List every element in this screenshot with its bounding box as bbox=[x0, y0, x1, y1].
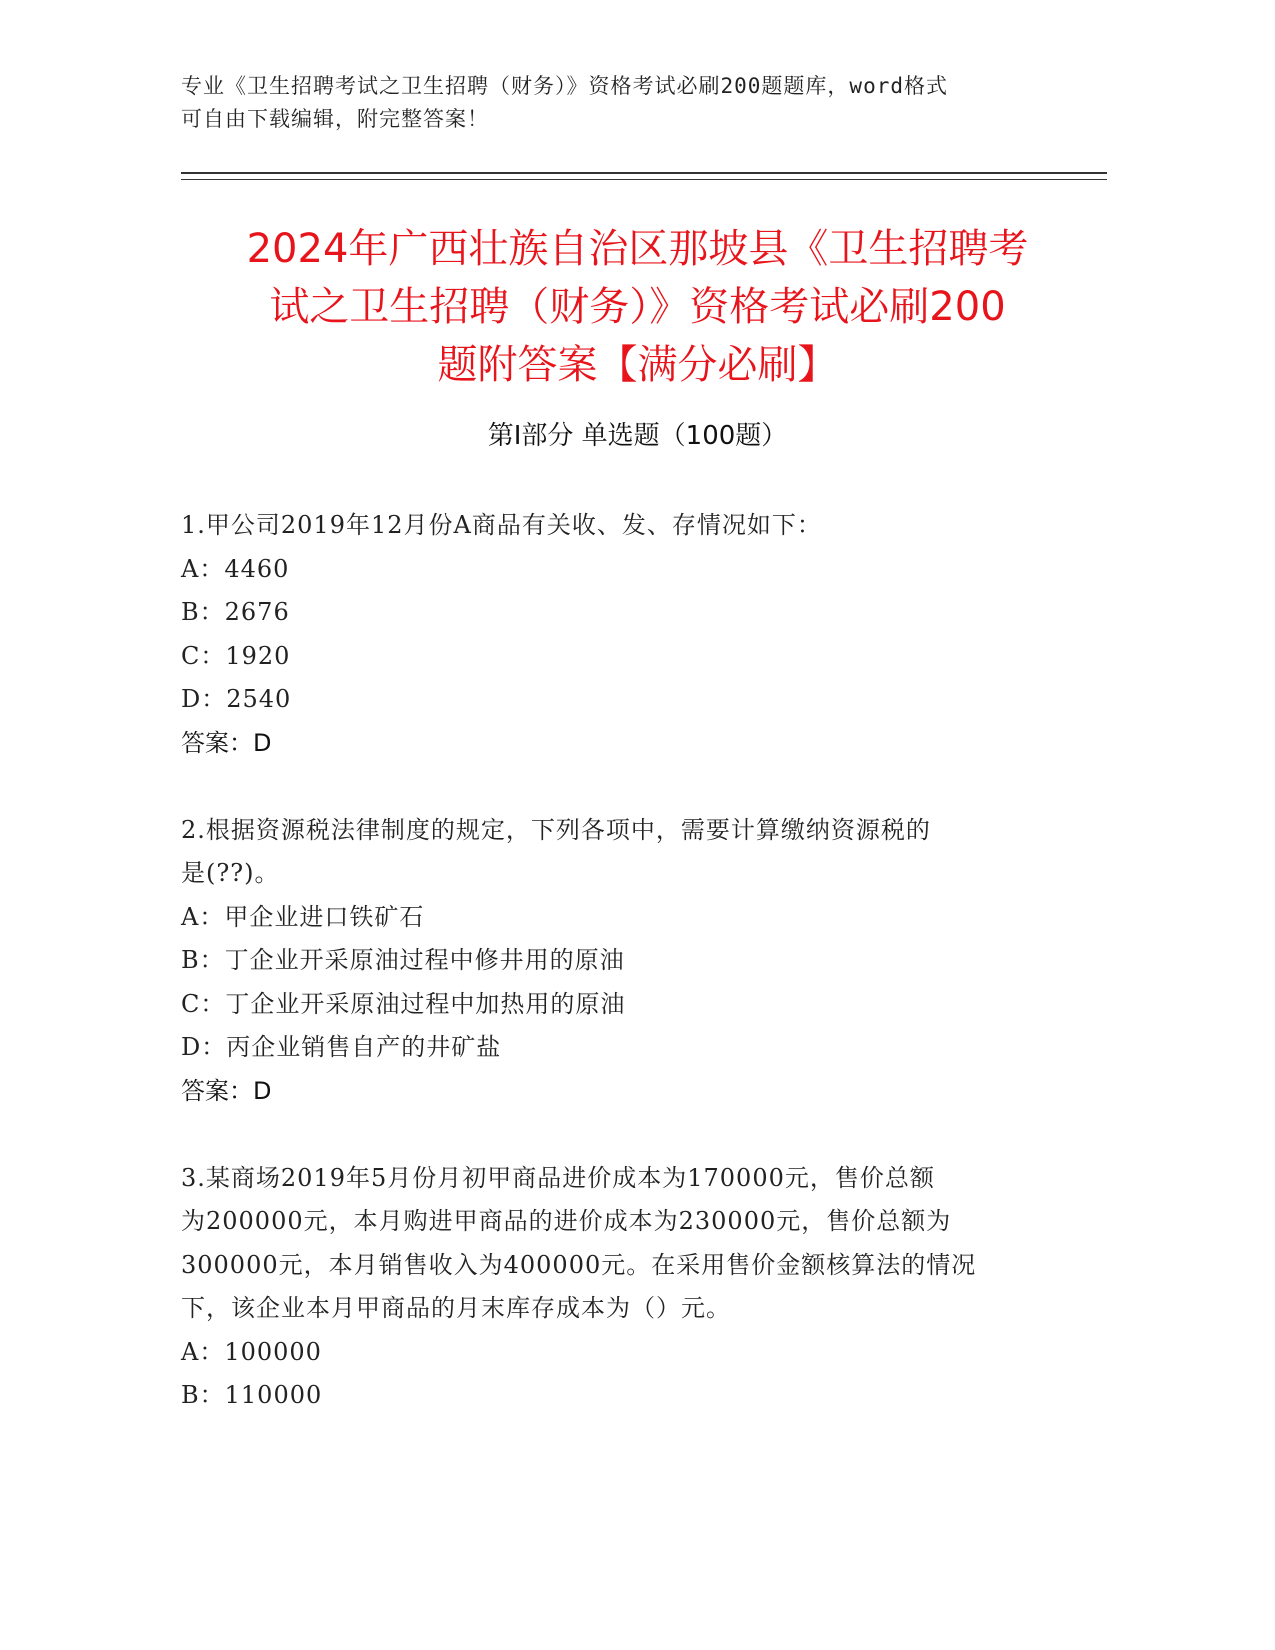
question-stem: 1.甲公司2019年12月份A商品有关收、发、存情况如下： bbox=[181, 511, 822, 539]
question-stem-line-1: 2.根据资源税法律制度的规定，下列各项中，需要计算缴纳资源税的 bbox=[181, 815, 931, 844]
option-c: C：1920 bbox=[181, 641, 291, 670]
question-3 bbox=[181, 1157, 1061, 1418]
option-d: D：丙企业销售自产的井矿盐 bbox=[181, 1033, 502, 1061]
option-a: A：4460 bbox=[181, 554, 290, 583]
option-b: B：丁企业开采原油过程中修井用的原油 bbox=[181, 946, 625, 974]
answer-label: 答案：D bbox=[181, 728, 272, 757]
section-heading: 第Ⅰ部分 单选题（100题） bbox=[487, 421, 788, 451]
question-stem-line-2: 是(??)。 bbox=[181, 859, 280, 887]
option-a: A：100000 bbox=[181, 1337, 322, 1366]
question-stem-line-1: 3.某商场2019年5月份月初甲商品进价成本为170000元，售价总额 bbox=[181, 1163, 935, 1192]
question-2 bbox=[181, 809, 1061, 1114]
option-d: D：2540 bbox=[181, 685, 292, 713]
question-stem-line-4: 下，该企业本月甲商品的月末库存成本为（）元。 bbox=[181, 1294, 731, 1322]
option-a: A：甲企业进口铁矿石 bbox=[181, 902, 425, 931]
header-divider-thick bbox=[181, 172, 1107, 174]
question-spacer bbox=[181, 765, 1061, 809]
option-b: B：110000 bbox=[181, 1381, 323, 1409]
option-c: C：丁企业开采原油过程中加热用的原油 bbox=[181, 989, 626, 1018]
question-1 bbox=[181, 504, 1061, 765]
document-title bbox=[150, 220, 1125, 394]
title-line-1: 2024年广西壮族自治区那坡县《卫生招聘考 bbox=[246, 226, 1029, 272]
question-spacer bbox=[181, 1113, 1061, 1157]
title-line-3: 题附答案【满分必刷】 bbox=[437, 342, 838, 388]
answer-label: 答案：D bbox=[181, 1076, 272, 1105]
header-note-line-2: 可自由下载编辑，附完整答案！ bbox=[181, 107, 489, 131]
question-stem-line-2: 为200000元，本月购进甲商品的进价成本为230000元，售价总额为 bbox=[181, 1207, 952, 1235]
option-b: B：2676 bbox=[181, 598, 290, 626]
title-line-2: 试之卫生招聘（财务）》资格考试必刷200 bbox=[269, 284, 1006, 330]
question-list bbox=[181, 504, 1061, 1418]
header-note bbox=[181, 70, 1061, 136]
header-divider-thin bbox=[181, 179, 1107, 180]
question-stem-line-3: 300000元，本月销售收入为400000元。在采用售价金额核算法的情况 bbox=[181, 1250, 977, 1279]
header-note-line-1: 专业《卫生招聘考试之卫生招聘（财务）》资格考试必刷200题题库，word格式 bbox=[181, 74, 948, 98]
